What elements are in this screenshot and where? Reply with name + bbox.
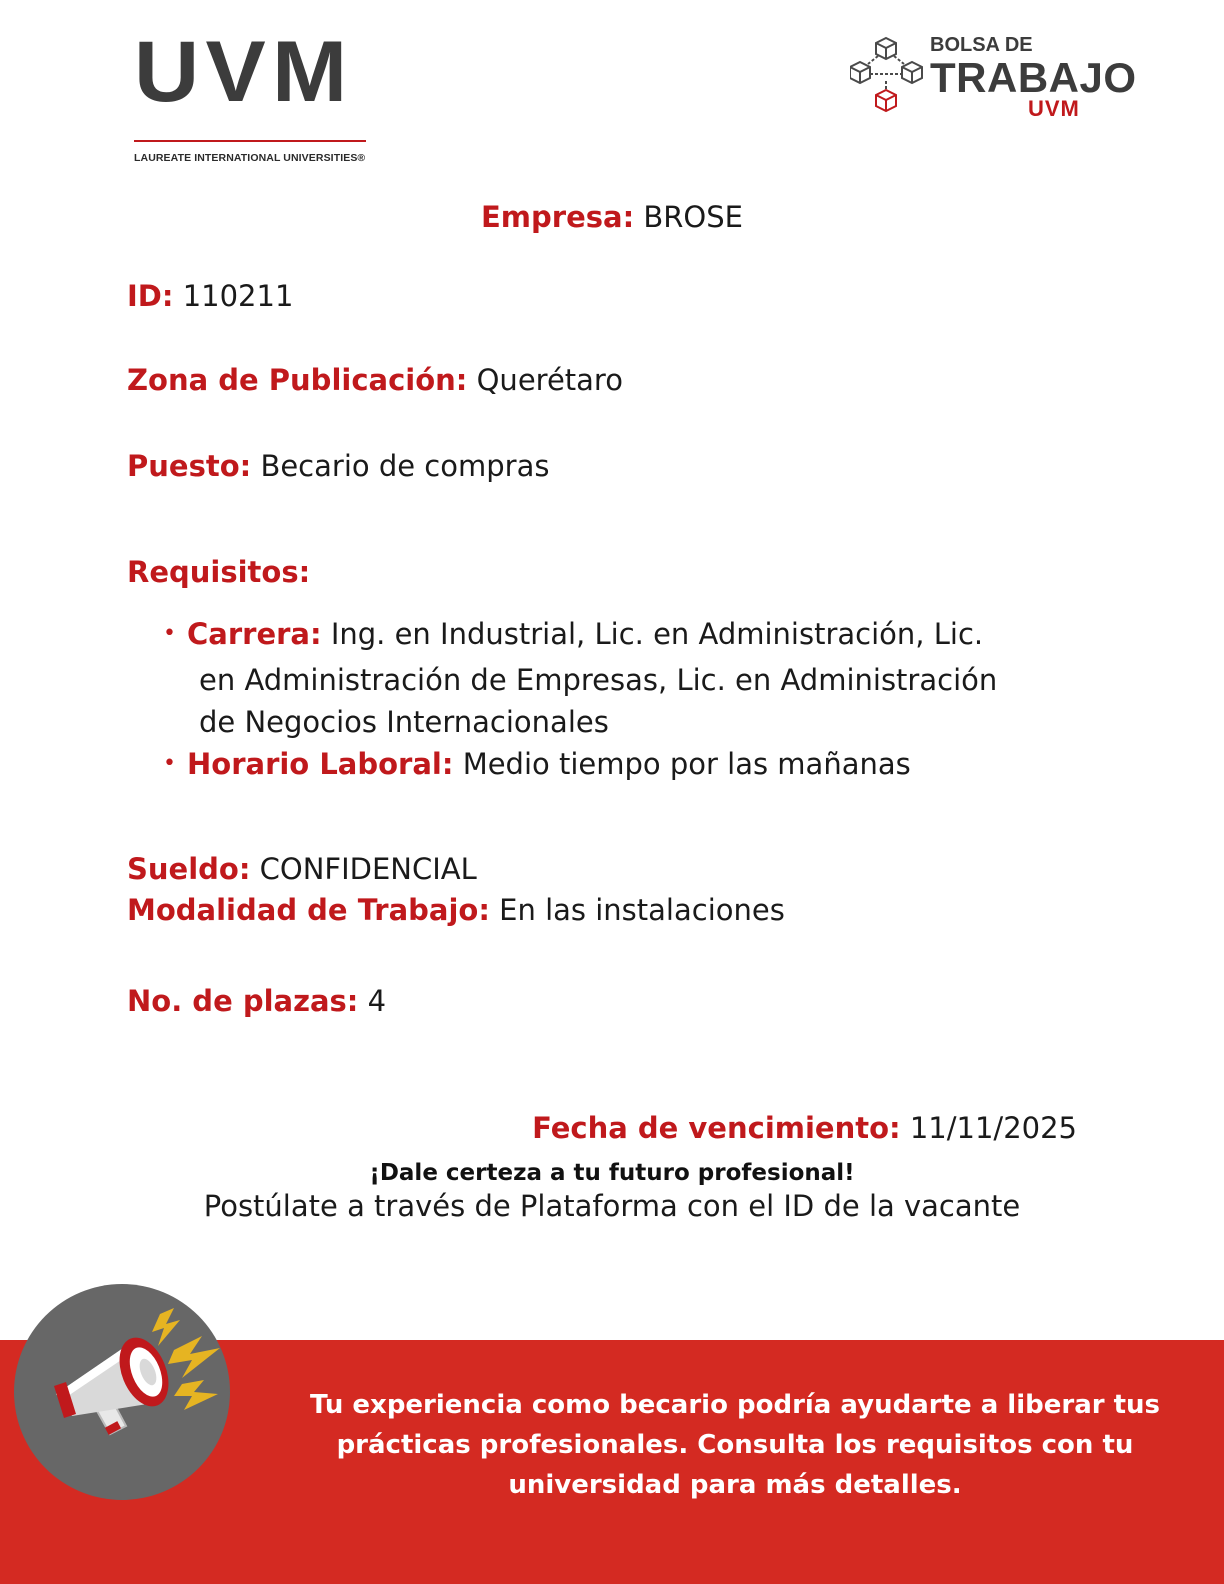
zona-label: Zona de Publicación: xyxy=(127,363,468,397)
fecha-vencimiento-field xyxy=(532,1111,1077,1145)
sueldo-field xyxy=(127,852,477,886)
bullet-icon: • xyxy=(163,751,176,776)
uvm-logo-text: UVM xyxy=(134,24,354,120)
fecha-label: Fecha de vencimiento: xyxy=(532,1111,901,1145)
cta-title: ¡Dale certeza a tu futuro profesional! xyxy=(369,1160,855,1186)
carrera-value-line2: en Administración de Empresas, Lic. en Administración xyxy=(199,663,998,697)
modalidad-label: Modalidad de Trabajo: xyxy=(127,893,490,927)
horario-label: Horario Laboral: xyxy=(187,747,454,781)
id-field xyxy=(127,279,293,313)
carrera-label: Carrera: xyxy=(187,617,322,651)
bolsa-logo-line3: UVM xyxy=(1028,96,1080,121)
bolsa-de-trabajo-logo xyxy=(850,34,1137,124)
empresa-value: BROSE xyxy=(643,200,743,234)
empresa-field xyxy=(0,200,1224,234)
uvm-logo xyxy=(134,24,366,164)
plazas-field xyxy=(127,984,386,1018)
footer-line: universidad para más detalles. xyxy=(508,1470,962,1500)
carrera-value-line1: Ing. en Industrial, Lic. en Administración, Lic. xyxy=(330,617,984,651)
footer-line: Tu experiencia como becario podría ayudarte a liberar tus xyxy=(309,1390,1161,1420)
modalidad-field xyxy=(127,893,785,927)
cubes-network-icon xyxy=(850,34,930,124)
list-item xyxy=(163,743,1103,785)
cta-text: Postúlate a través de Plataforma con el ID de la vacante xyxy=(203,1189,1021,1223)
modalidad-value: En las instalaciones xyxy=(499,893,785,927)
id-value: 110211 xyxy=(182,279,294,313)
list-item-continuation xyxy=(163,659,1103,701)
plazas-label: No. de plazas: xyxy=(127,984,359,1018)
sueldo-value: CONFIDENCIAL xyxy=(259,852,477,886)
horario-value: Medio tiempo por las mañanas xyxy=(462,747,911,781)
megaphone-badge xyxy=(14,1284,230,1500)
list-item xyxy=(163,613,1103,655)
bolsa-logo-line1: BOLSA DE xyxy=(930,34,1033,56)
uvm-logo-subtitle: LAUREATE INTERNATIONAL UNIVERSITIES® xyxy=(134,152,366,164)
footer-message xyxy=(300,1385,1170,1505)
requisitos-heading xyxy=(127,555,310,589)
carrera-value-line3: de Negocios Internacionales xyxy=(199,705,609,739)
fecha-value: 11/11/2025 xyxy=(909,1111,1077,1145)
sueldo-label: Sueldo: xyxy=(127,852,251,886)
empresa-label: Empresa: xyxy=(480,200,635,234)
megaphone-icon xyxy=(14,1284,230,1500)
footer-line: prácticas profesionales. Consulta los requisitos con tu xyxy=(336,1430,1134,1460)
id-label: ID: xyxy=(127,279,174,313)
requisitos-label: Requisitos: xyxy=(127,555,311,589)
bolsa-logo-line2: TRABAJO xyxy=(930,54,1137,101)
plazas-value: 4 xyxy=(367,984,387,1018)
puesto-value: Becario de compras xyxy=(260,449,550,483)
list-item-continuation xyxy=(163,701,1103,743)
puesto-label: Puesto: xyxy=(127,449,252,483)
zona-value: Querétaro xyxy=(476,363,623,397)
uvm-logo-rule xyxy=(134,140,366,142)
puesto-field xyxy=(127,449,549,483)
zona-field xyxy=(127,363,623,397)
bullet-icon: • xyxy=(163,621,176,646)
requisitos-list xyxy=(163,613,1103,785)
